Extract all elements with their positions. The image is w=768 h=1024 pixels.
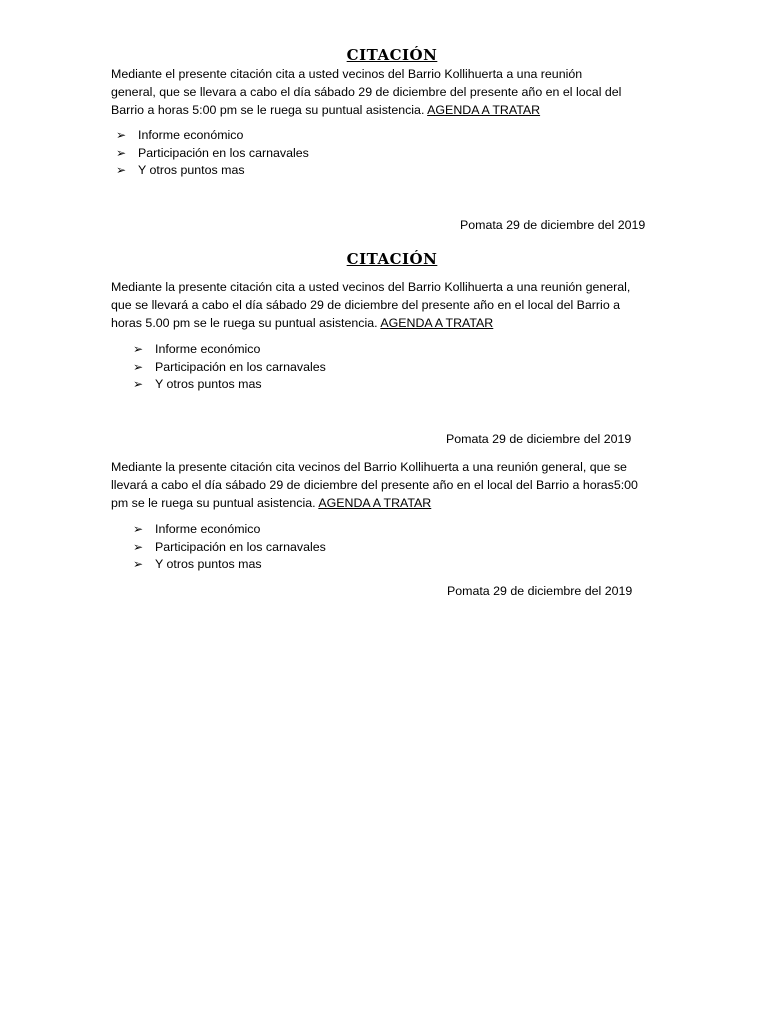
paragraph-line: general, que se llevara a cabo el día sábado 29 de diciembre del presente año en el local del: [111, 85, 622, 99]
paragraph-line: [111, 101, 621, 119]
title-2: CITACIÓN: [346, 250, 438, 268]
agenda-heading: AGENDA A TRATAR: [380, 316, 494, 330]
paragraph-2: [111, 278, 630, 332]
date-line-3: Pomata 29 de diciembre del 2019: [447, 584, 633, 598]
list-item-label: Y otros puntos mas: [138, 163, 245, 177]
list-item-label: Participación en los carnavales: [155, 539, 326, 554]
paragraph-line-text: horas 5.00 pm se le ruega su puntual asistencia.: [111, 316, 381, 330]
list-item: [133, 341, 326, 359]
list-item-label: Informe económico: [155, 522, 261, 536]
list-item: [116, 162, 309, 180]
list-item: [116, 127, 309, 145]
agenda-heading: AGENDA A TRATAR: [318, 496, 432, 510]
arrowhead-bullet-icon: ➢: [133, 342, 144, 356]
arrowhead-bullet-icon: ➢: [133, 539, 144, 554]
list-item: [133, 376, 326, 394]
date-line-2: Pomata 29 de diciembre del 2019: [446, 432, 632, 446]
paragraph-line: que se llevará a cabo el día sábado 29 de diciembre del presente año en el local del Barrio a: [111, 298, 621, 312]
list-item-label: Y otros puntos mas: [155, 557, 262, 571]
agenda-list-1: [116, 127, 309, 180]
agenda-list-3: [133, 521, 326, 574]
list-item: [133, 556, 326, 574]
paragraph-line: Mediante la presente citación cita a usted vecinos del Barrio Kollihuerta a una reunión general,: [111, 280, 631, 294]
paragraph-line: Mediante el presente citación cita a usted vecinos del Barrio Kollihuerta a una reunión: [111, 67, 583, 81]
arrowhead-bullet-icon: ➢: [116, 145, 127, 160]
paragraph-line: [111, 494, 638, 512]
paragraph-line: Mediante la presente citación cita vecinos del Barrio Kollihuerta a una reunión general, que se: [111, 460, 627, 474]
paragraph-line-text: pm se le ruega su puntual asistencia.: [111, 496, 319, 510]
arrowhead-bullet-icon: ➢: [133, 522, 144, 536]
paragraph-line: llevará a cabo el día sábado 29 de diciembre del presente año en el local del Barrio a horas5:00: [111, 478, 638, 492]
arrowhead-bullet-icon: ➢: [116, 128, 127, 142]
list-item: [133, 521, 326, 539]
list-item: [133, 539, 326, 557]
arrowhead-bullet-icon: ➢: [133, 557, 144, 571]
list-item-label: Participación en los carnavales: [155, 359, 326, 374]
list-item-label: Informe económico: [155, 342, 261, 356]
arrowhead-bullet-icon: ➢: [133, 377, 144, 391]
arrowhead-bullet-icon: ➢: [116, 163, 127, 177]
paragraph-1: [111, 65, 621, 119]
agenda-heading: AGENDA A TRATAR: [427, 103, 541, 117]
list-item-label: Informe económico: [138, 128, 244, 142]
agenda-list-2: [133, 341, 326, 394]
list-item: [116, 145, 309, 163]
date-line-1: Pomata 29 de diciembre del 2019: [460, 218, 646, 232]
paragraph-3: [111, 458, 638, 512]
title-1: CITACIÓN: [346, 46, 438, 64]
arrowhead-bullet-icon: ➢: [133, 359, 144, 374]
list-item-label: Participación en los carnavales: [138, 145, 309, 160]
paragraph-line-text: Barrio a horas 5:00 pm se le ruega su puntual asistencia.: [111, 103, 428, 117]
list-item: [133, 359, 326, 377]
list-item-label: Y otros puntos mas: [155, 377, 262, 391]
paragraph-line: [111, 314, 630, 332]
